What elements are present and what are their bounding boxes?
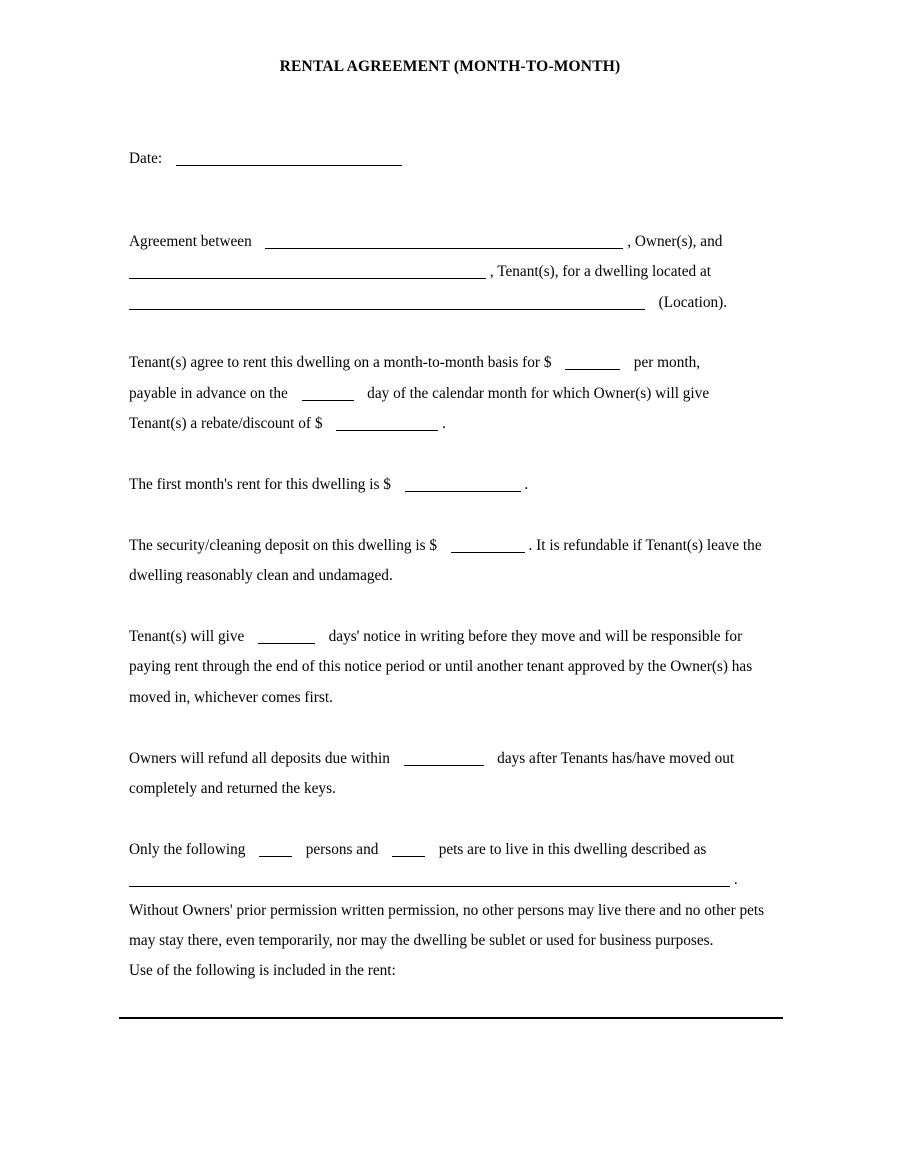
deposit-label: The security/cleaning deposit on this dwelling is $ xyxy=(129,536,438,554)
refund-timing-block xyxy=(129,744,783,805)
persons-and-label: persons and xyxy=(305,840,379,858)
included-in-rent-label: Use of the following is included in the rent: xyxy=(129,962,396,980)
notice-days-blank-field[interactable] xyxy=(258,643,315,644)
included-in-rent-block xyxy=(129,956,783,986)
rebate-amount-blank-field[interactable] xyxy=(336,430,438,431)
dwelling-description-period-label: . xyxy=(733,871,738,889)
page-title: RENTAL AGREEMENT (MONTH-TO-MONTH) xyxy=(279,58,621,75)
rent-line-1 xyxy=(129,348,783,378)
rent-line-2 xyxy=(129,379,783,409)
occupancy-line-1 xyxy=(129,835,783,865)
date-blank-field[interactable] xyxy=(176,165,402,166)
parties-line-3 xyxy=(129,288,783,318)
dwelling-description-blank-field[interactable] xyxy=(129,886,730,887)
tenant-name-blank-field[interactable] xyxy=(129,278,486,279)
parties-line-1 xyxy=(129,227,783,257)
permission-restrictions-block xyxy=(129,896,783,957)
spacer-after-date xyxy=(129,174,783,204)
per-month-label: per month, xyxy=(633,354,701,372)
spacer-after-parties xyxy=(129,318,783,348)
document-body xyxy=(129,144,783,987)
parties-block xyxy=(129,227,783,318)
rent-terms-block xyxy=(129,348,783,439)
parties-line-2 xyxy=(129,257,783,287)
first-month-period-label: . xyxy=(524,476,529,494)
signature-rule-divider xyxy=(119,1017,783,1019)
spacer-after-date-2 xyxy=(129,205,783,227)
occupancy-block xyxy=(129,835,783,896)
pets-count-blank-field[interactable] xyxy=(392,856,425,857)
spacer-after-notice xyxy=(129,713,783,743)
owner-name-blank-field[interactable] xyxy=(265,248,623,249)
spacer-after-deposit xyxy=(129,592,783,622)
rebate-label: Tenant(s) a rebate/discount of $ xyxy=(129,415,323,433)
refund-days-blank-field[interactable] xyxy=(404,765,484,766)
owner-suffix-label: , Owner(s), and xyxy=(627,232,723,250)
occupancy-prefix-label: Only the following xyxy=(129,840,246,858)
agreement-between-label: Agreement between xyxy=(129,232,252,250)
calendar-month-label: day of the calendar month for which Owner(s) will give xyxy=(367,384,710,402)
tenant-suffix-label: , Tenant(s), for a dwelling located at xyxy=(489,263,712,281)
pets-live-label: pets are to live in this dwelling described as xyxy=(438,840,707,858)
refund-prefix-label: Owners will refund all deposits due within xyxy=(129,749,390,767)
notice-period-block xyxy=(129,622,783,713)
rent-amount-blank-field[interactable] xyxy=(565,369,620,370)
spacer-after-first-month xyxy=(129,500,783,530)
date-line xyxy=(129,144,783,174)
location-blank-field[interactable] xyxy=(129,309,645,310)
notice-body-label: days' notice in writing before they move and will be responsible for paying rent through the end of this notice period or until another tenant approved by the Owner(s) has moved in, whichever comes first. xyxy=(129,628,753,706)
location-suffix-label: (Location). xyxy=(658,293,728,311)
notice-prefix-label: Tenant(s) will give xyxy=(129,628,245,646)
rent-line-3 xyxy=(129,409,783,439)
occupancy-line-2 xyxy=(129,865,783,895)
first-month-label: The first month's rent for this dwelling is $ xyxy=(129,476,391,494)
permission-text-label: Without Owners' prior permission written permission, no other persons may live there and no other pets may stay there, even temporarily, nor may the dwelling be sublet or used for business purposes. xyxy=(129,901,765,950)
first-month-amount-blank-field[interactable] xyxy=(405,491,521,492)
deposit-amount-blank-field[interactable] xyxy=(451,552,525,553)
date-label: Date: xyxy=(129,150,163,167)
first-month-rent-block xyxy=(129,470,783,500)
deposit-refund-label: . It is refundable if Tenant(s) leave the dwelling reasonably clean and undamaged. xyxy=(129,536,762,585)
rebate-period-label: . xyxy=(441,415,446,433)
spacer-after-rent xyxy=(129,440,783,470)
security-deposit-block xyxy=(129,531,783,592)
persons-count-blank-field[interactable] xyxy=(259,856,292,857)
spacer-after-refund xyxy=(129,804,783,834)
refund-body-label: days after Tenants has/have moved out completely and returned the keys. xyxy=(129,749,735,798)
payment-day-blank-field[interactable] xyxy=(302,400,354,401)
payable-advance-label: payable in advance on the xyxy=(129,384,288,402)
rent-amount-label: Tenant(s) agree to rent this dwelling on a month-to-month basis for $ xyxy=(129,354,552,372)
